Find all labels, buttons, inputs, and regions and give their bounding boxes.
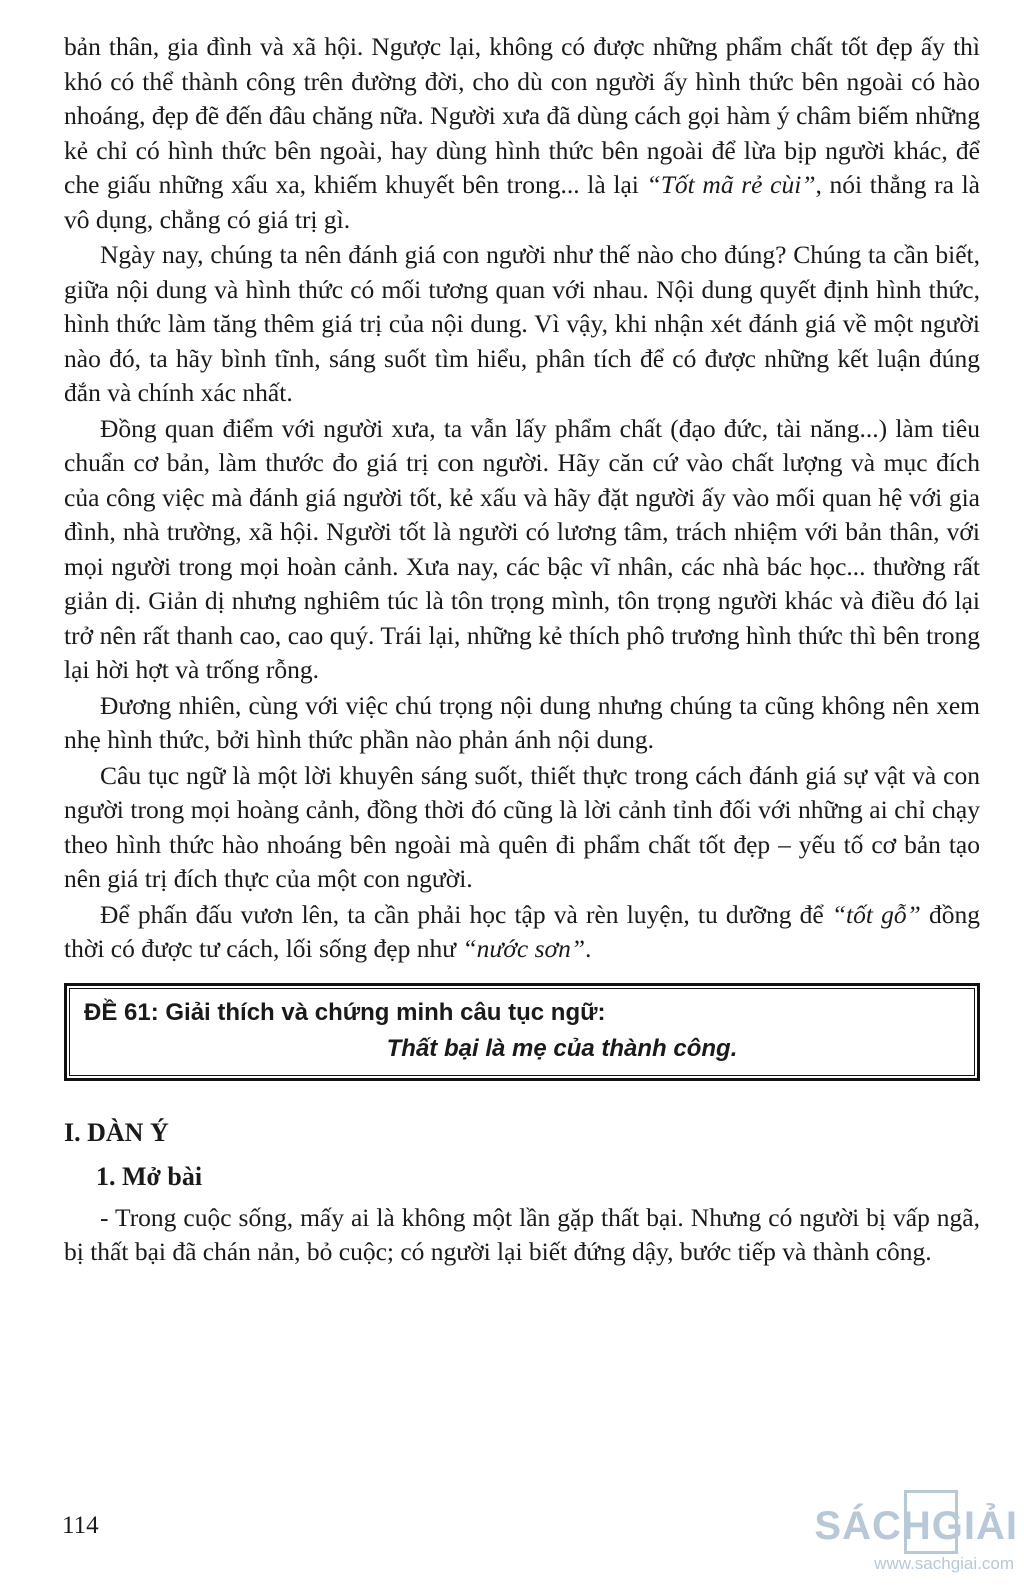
- topic-proverb: Thất bại là mẹ của thành công.: [386, 1034, 738, 1062]
- subsection-heading: 1. Mở bài: [96, 1161, 203, 1191]
- topic-title: ĐỀ 61: Giải thích và chứng minh câu tục ngữ:: [84, 998, 606, 1026]
- page-content: [64, 30, 980, 1270]
- quoted-phrase: “Tốt mã rẻ cùi”: [646, 170, 816, 199]
- body-paragraph: [64, 689, 980, 758]
- paragraph-text: .: [585, 934, 592, 963]
- watermark-logo: [808, 1490, 1018, 1590]
- paragraph-text: Câu tục ngữ là một lời khuyên sáng suốt, thiết thực trong cách đánh giá sự vật và con người trong mọi hoàng cảnh, đồng thời đó cũng là lời cảnh tỉnh đối với những ai chỉ chạy theo hình thức hào nhoáng bên ngoài mà quên đi phẩm chất tốt đẹp – yếu tố cơ bản tạo nên giá trị đích thực của một con người.: [64, 760, 980, 893]
- body-paragraph: [64, 412, 980, 688]
- section-heading: I. DÀN Ý: [64, 1117, 169, 1147]
- watermark-url: www.sachgiai.com: [874, 1554, 1014, 1573]
- paragraph-text: Đương nhiên, cùng với việc chú trọng nội dung nhưng chúng ta cũng không nên xem nhẹ hình thức, bởi hình thức phần nào phản ánh nội dung.: [64, 690, 980, 754]
- body-text: [64, 30, 980, 967]
- body-paragraph: [64, 238, 980, 411]
- intro-paragraph: - Trong cuộc sống, mấy ai là không một lần gặp thất bại. Nhưng có người bị vấp ngã, bị thất bại đã chán nản, bỏ cuộc; có người lại biết đứng dậy, bước tiếp và thành công.: [64, 1202, 980, 1266]
- paragraph-text: đồng thời có được tư cách, lối sống đẹp như: [64, 899, 980, 963]
- quoted-phrase: “tốt gỗ”: [831, 899, 921, 929]
- body-paragraph: [64, 759, 980, 897]
- topic-box-inner: [69, 988, 975, 1076]
- topic-box: [64, 983, 980, 1081]
- watermark-brand: SÁCHGIẢI: [814, 1504, 1018, 1548]
- quoted-phrase: “nước sơn”: [462, 934, 586, 963]
- paragraph-text: Ngày nay, chúng ta nên đánh giá con người như thế nào cho đúng? Chúng ta cần biết, giữa nội dung và hình thức có mối tương quan với nhau. Nội dung quyết định hình thức, hình thức làm tăng thêm giá trị của nội dung. Vì vậy, khi nhận xét đánh giá về một người nào đó, ta hãy bình tĩnh, sáng suốt tìm hiểu, phân tích để có được những kết luận đúng đắn và chính xác nhất.: [64, 240, 980, 407]
- body-paragraph: [64, 30, 980, 237]
- page-number: 114: [62, 1512, 99, 1539]
- paragraph-text: Để phấn đấu vươn lên, ta cần phải học tập và rèn luyện, tu dưỡng để: [100, 899, 832, 929]
- body-paragraph: [64, 898, 980, 967]
- paragraph-text: Đồng quan điểm với người xưa, ta vẫn lấy phẩm chất (đạo đức, tài năng...) làm tiêu chuẩn cơ bản, làm thước đo giá trị con người. Hãy căn cứ vào chất lượng và mục đích của công việc mà đánh giá người tốt, kẻ xấu và hãy đặt người ấy vào mối quan hệ với gia đình, nhà trường, xã hội. Người tốt là người có lương tâm, trách nhiệm với bản thân, với mọi người trong mọi hoàn cảnh. Xưa nay, các bậc vĩ nhân, các nhà bác học... thường rất giản dị. Giản dị nhưng nghiêm túc là tôn trọng mình, tôn trọng người khác và điều đó lại trở nên rất thanh cao, cao quý. Trái lại, những kẻ thích phô trương hình thức thì bên trong lại hời hợt và trống rỗng.: [64, 413, 980, 684]
- paragraph-text: bản thân, gia đình và xã hội. Ngược lại, không có được những phẩm chất tốt đẹp ấy thì khó có thể thành công trên đường đời, cho dù con người ấy hình thức bên ngoài có hào nhoáng, đẹp đẽ đến đâu chăng nữa. Người xưa đã dùng cách gọi hàm ý châm biếm những kẻ chỉ có hình thức bên ngoài, hay dùng hình thức bên ngoài để lừa bịp người khác, để che giấu những xấu xa, khiếm khuyết bên trong... là lại: [64, 32, 980, 199]
- paragraph-text: , nói thẳng ra là vô dụng, chẳng có giá trị gì.: [64, 170, 981, 234]
